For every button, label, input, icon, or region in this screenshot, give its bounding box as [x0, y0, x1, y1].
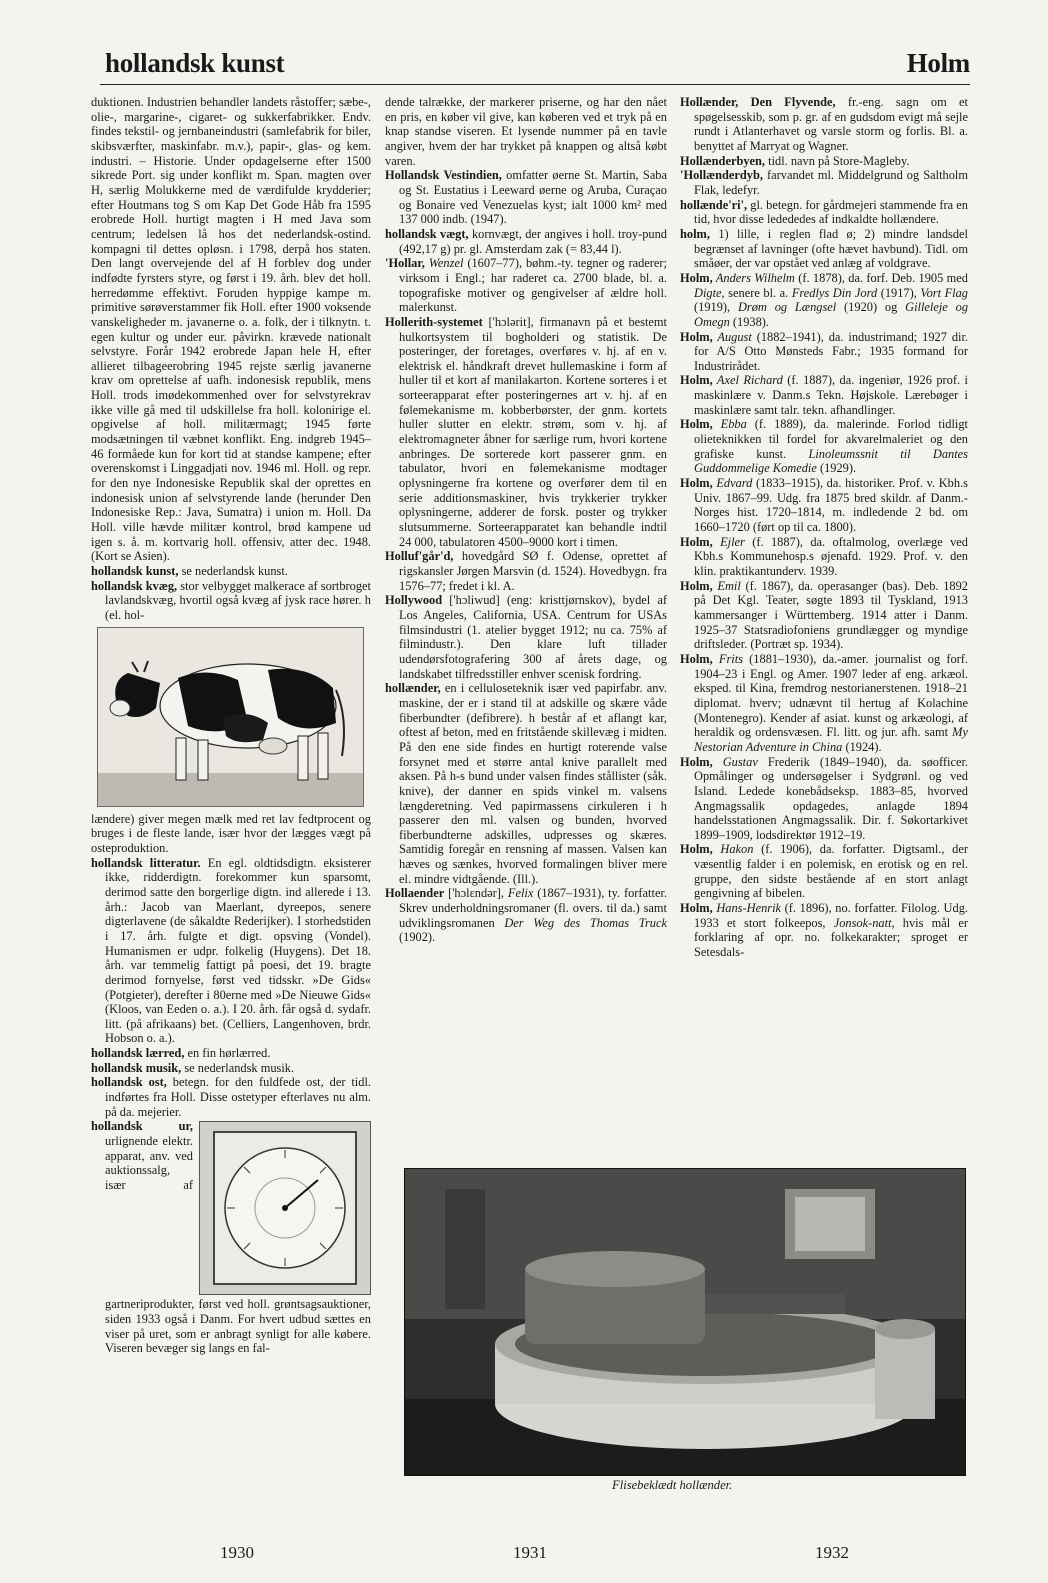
entry-hollaender-felix	[385, 886, 667, 945]
entry-hollandsk-kvaeg	[91, 579, 371, 623]
column-3	[680, 95, 968, 1170]
entry-italic: Hans-Henrik	[712, 901, 782, 916]
headword: Hollaender	[385, 886, 445, 901]
hollander-photo	[404, 1168, 966, 1476]
cow-illustration	[97, 627, 364, 807]
headword: hollandsk musik,	[91, 1060, 182, 1075]
entry-text: (1902).	[399, 930, 436, 945]
entry-text: (f. 1906), da. forfatter. Digtsaml., der væsentlig falder i en polemisk, en erotisk og en rel. gruppe, den sidste bestående af en stort anlagt gengivning af bibelen.	[694, 842, 968, 901]
entry-text: (1938).	[729, 314, 770, 329]
headword: hollandsk kvæg,	[91, 578, 178, 593]
entry-text: Frederik (1849–1940), da. søofficer. Opmålinger og undersøgelser i Sydgrønl. og ved Island. Ledede konebådseksp. 1883–85, hvorved Angmagssalik opdagedes, anlagde 1894 handelsstationen Angmagssalik. Dir. f. Søkortarkivet 1899–1909, lodsdirektør 1912–19.	[694, 754, 968, 842]
entry-italic: Jonsok-natt	[833, 915, 892, 930]
entry-text: (1867–1931), ty. forfatter. Skrev underholdningsromaner (fl. overs. til da.) samt udviklingsromanen	[399, 886, 667, 930]
column-1	[91, 95, 371, 1535]
headword: Hollænderbyen,	[680, 153, 766, 168]
entry-text: (1882–1941), da. industrimand; 1927 dir. for A/S Otto Mønsteds Fabr.; 1935 formand for Industrirådet.	[694, 329, 968, 373]
headword: Holm,	[680, 270, 713, 285]
entry-holm-frits	[680, 652, 968, 755]
entry-continuation: duktionen. Industrien behandler landets råstoffer; sæbe-, olie-, margarine-, cigaret- og sukkerfabrikker. Endv. findes tekstil- og jernbaneindustri (samlefabrik for biler, skibsværfter, maskinfabr. m.v.), papir-, glas- og kem. industri. – Historie. Under opdagelserne efter 1500 sikrede Port. sig under konflikt m. Span. magten over H, særlig Molukkerne med de værdifulde krydderier; efter Houtmans tog S om Kap Det Gode Håb fra 1595 erobrede Holl. hurtigt magten i H med Java som centrum; ledelsen lå hos det nederlandsk-ostind. kompagni til dettes opløsn. i 1798, derpå hos staten. Den langt overvejende del af H forblev dog under indfødte fyrsters styre, og først i 19. årh. blev det holl. herredømme effektivt. Foruden hyppige kampe m. primitive sørøverstammer fik Holl. efter 1900 voksende vanskeligheder m. javanerne o. a. folk, der i tilknytn. t. egen kultur og under eur. påvirkn. krævede nationalt selvstyre. Forår 1942 erobrede Japan hele H, efter allieret tilbageerobring 1945 rejste særlig javanerne krav om oprettelse af uafh. indonesisk republik, mens Holl. trods imødekommenhed over for selvstyrekrav ikke ville gå med til udskillelse fra holl. kolonirige el. opgivelse af holl. militærmagt; 1945 førte modsætningen til væbnet konflikt. Eng. indgreb 1945–46 formåede kun for kort tid at standse kampene; efter overenskomst i Linggadjati nov. 1946 ml. Holl. og repr. for den nye Indonesiske Republik skal der oprettes en indonesisk union af selvstyrende lande (herunder Den Indonesiske Rep.: Java, Sumatra) i union m. Holl. Da Holl. ville hævde militær kontrol, brød kampene ud igen s. å. m. kortvarig holl. offensiv, atter dec. 1948. (Kort se Asien).	[91, 95, 371, 564]
headword: Holm,	[680, 373, 713, 388]
entry-italic: Anders Wilhelm	[712, 270, 795, 285]
entry-italic: Gilleleje og Omegn	[694, 300, 968, 329]
headword: hollænder,	[385, 681, 441, 696]
entry-hollaender	[385, 681, 667, 886]
entry-hollandsk-kunst	[91, 564, 371, 579]
entry-italic: Emil	[712, 578, 741, 593]
headword: hollandsk ur,	[91, 1119, 193, 1134]
entry-text: 1) lille, i reglen flad ø; 2) mindre landsdel begrænset af lavninger (ofte hævet havbund). Tidl. om småøer, der var opstået ved anlæg af voldgrave.	[694, 226, 968, 271]
entry-text: (f. 1867), da. operasanger (bas). Deb. 1892 på Det Kgl. Teater, søgte 1893 til Tyskland, 1913 kammersanger i Württemberg. 1914 atter i Danm. 1925–37 Statsradiofoniens grundlægger og myndige driftsleder. (Portræt sp. 1934).	[694, 578, 968, 652]
entry-holm-gustav	[680, 755, 968, 843]
entry-continuation: dende talrække, der markerer priserne, og har den nået en pris, en køber vil give, kan køberen ved et tryk på en knap standse viseren. Et lysende nummer på en tavle angiver, hvem der har trykket på knappen og altså købt varen.	[385, 95, 667, 168]
entry-italic: Edvard	[712, 476, 753, 491]
entry-hollar	[385, 256, 667, 315]
entry-italic: My Nestorian Adventure in China	[694, 725, 968, 754]
headword: holm,	[680, 226, 710, 241]
entry-text: se nederlandsk kunst.	[178, 564, 288, 578]
entry-italic: Gustav	[712, 754, 758, 769]
entry-text: (f. 1896), no. forfatter. Filolog. Udg. 1933 et stort folkeepos,	[694, 901, 968, 930]
headword: Holm,	[680, 417, 713, 432]
entry-hollandsk-litteratur	[91, 856, 371, 1047]
clock-illustration	[199, 1121, 371, 1295]
entry-text: (1881–1930), da.-amer. journalist og forf. 1904–23 i Engl. og Amer. 1907 leder af eng. arkæol. eksped. til Kina, fremdrog nestorianerstenen. 1918–21 diplomat. hverv; udnævnt til hertug af Kolachine (Montenegro). Kender af asiat. kunst og arkæologi, af heraldik og ordensvæsen. Fl. litt. og jur. afh. samt	[694, 651, 968, 740]
headword: Holluf'går'd,	[385, 549, 454, 564]
entry-text: tidl. navn på Store-Magleby.	[765, 153, 910, 168]
entry-holm-hakon	[680, 842, 968, 901]
headword: Holm,	[680, 651, 713, 666]
entry-hollandsk-ost	[91, 1075, 371, 1119]
entry-holm-emil	[680, 579, 968, 652]
entry-text: kornvægt, der angives i holl. troy-pund (492,17 g) pr. gl. Amsterdam zak (= 83,44 l).	[399, 226, 667, 256]
headword: Holm,	[680, 578, 713, 593]
headword: hollandsk kunst,	[91, 564, 179, 578]
entry-text: ['hɔliwud] (eng: kristtjørnskov), bydel af Los Angeles, California, USA. Centrum for USAs filmsindustri (1. atelier bygget 1912; nu ca. 75% af filmindustr.). Den klare luft tillader udendørsfotografering 300 af årets dage, og landskabet tilfredsstiller enhver scenisk fordring.	[399, 593, 667, 681]
column-2	[385, 95, 667, 1170]
auction-clock-icon	[200, 1122, 370, 1294]
entry-text: (f. 1878), da. forf. Deb. 1905 med	[794, 270, 968, 285]
entry-text: , hvis mål er forklaring af opr. no. folkekarakter; sproget er Setesdals-	[694, 915, 968, 960]
entry-text: (1919),	[694, 300, 738, 315]
entry-hollandsk-vestindien	[385, 168, 667, 227]
entry-text: ['hɔlərit], firmanavn på et bestemt hulkortsystem til bogholderi og statistik. De posteringer, der foretages, overføres v. hj. af en v. elektrisk el. håndkraft drevet hullemaskine i form af huller til et kort af manilakarton. Kortene sorteres i et sorteerapparat efter posteringernes art v. hj. af en følemekanisme m. kobberbørster, der gnm. kortets huller slutter en elektr. strøm, som v. hj. af elektromagneter åbner for særlige rum, hvori kortene anbringes. De sorterede kort passerer gnm. en tabulator, hvori en følemekanisme modtager oplysningerne fra kortene og overfører dem til en serie additionsmaskiner, hvis trykkerier trykker oplysningerne, adderer de forsk. poster og trykker slutsummerne. Sorteerapparatet kan behandle indtil 24 000, tabulatoren 4500–9000 kort i timen.	[399, 314, 667, 549]
entry-italic: Vort Flag	[920, 285, 968, 300]
entry-italic: Axel Richard	[712, 373, 783, 388]
headword: hollandsk litteratur.	[91, 855, 201, 870]
entry-italic: Linoleumssnit til Dantes Guddommelige Komedie	[694, 446, 968, 476]
headword: Hollywood	[385, 593, 443, 608]
entry-text: (1833–1915), da. historiker. Prof. v. Kbh.s Univ. 1867–99. Udg. fra 1875 bred skildr. af Danm.-Norges hist. 1720–1814, m. indledende 2 bd. om 1660–1720 (ført op til ca. 1800).	[694, 476, 968, 535]
entry-holm-anders	[680, 271, 968, 330]
headword: Holm,	[680, 901, 713, 916]
headword: Holm,	[680, 754, 713, 769]
entry-text: ['hɔlɛndər],	[444, 886, 505, 901]
entry-italic: Wenzel	[424, 256, 464, 271]
entry-italic: August	[712, 329, 752, 344]
entry-italic: Der Weg des Thomas Truck	[504, 915, 667, 930]
headword: Holm,	[680, 476, 713, 491]
headword: Hollandsk Vestindien,	[385, 168, 502, 183]
entry-italic: Drøm og Længsel	[737, 300, 837, 315]
entry-text: en i celluloseteknik især ved papirfabr. anv. maskine, der er i stand til at adskille og skære våde fiberbundter (defibrere). h består af et aflangt kar, oftest af beton, med en fritstående skillevæg i midten. På den ene side findes en hurtigt roterende valse forsynet med et større antal knive parallelt med aksen. På h-s bund under valsen findes stållister (såk. knive), der danner en spids vinkel m. valsens længderetning. Ved papirmassens cirkuleren i h passerer den ml. valsen og bunden, hvorved fiberbundterne adskilles, udpresses og skæres. Samtidig foregår en rensning af massen. Valsen kan hæves og sænkes, hvorved formalingen bliver mere el. mindre vidtgående. (Ill.).	[399, 681, 667, 886]
entry-holm-axel	[680, 373, 968, 417]
entry-text: (1924).	[842, 739, 882, 754]
entry-text: en fin hørlærred.	[184, 1046, 271, 1061]
running-head-right: Holm	[906, 48, 970, 78]
entry-text: betegn. for den fuldfede ost, der tidl. indførtes fra Holl. Disse ostetyper efterlaves nu alm. på da. mejerier.	[105, 1075, 371, 1119]
entry-holm-edvard	[680, 476, 968, 535]
entry-text: fr.-eng. sagn om et spøgelsesskib, som p. gr. af en gudsdom evigt må sejle rundt i Atlanterhavet og varsle storm og forlis. Bl. a. benyttet af Marryat og Wagner.	[694, 95, 968, 153]
entry-hollaenderbyen	[680, 154, 968, 169]
cow-icon	[98, 628, 363, 806]
entry-italic: Digte	[694, 285, 722, 300]
entry-hollandsk-laerred	[91, 1046, 371, 1061]
entry-text: (1917),	[877, 285, 921, 300]
headword: Holm,	[680, 329, 713, 344]
entry-text: (f. 1887), da. ingeniør, 1926 prof. i maskinlære v. Danm.s Tekn. Højskole. Lærebøger i maskinlære samt talr. tekn. afhandlinger.	[694, 373, 968, 417]
entry-flyvende-hollaender	[680, 95, 968, 154]
entry-text: (f. 1889), da. malerinde. Forlod tidligt olieteknikken til fordel for akvarelmaleriet og den grafiske kunst.	[694, 417, 968, 461]
headword: hollandsk lærred,	[91, 1046, 185, 1061]
headword: 'Hollar,	[385, 256, 425, 271]
entry-hollaenderi	[680, 198, 968, 227]
entry-hollandsk-musik	[91, 1061, 371, 1076]
entry-text: lændere) giver megen mælk med ret lav fedtprocent og bruges i de fleste lande, især hvor der lægges vægt på osteproduktion.	[91, 811, 371, 855]
entry-text: hovedgård SØ f. Odense, oprettet af rigskansler Jørgen Marsvin (d. 1524). Hovedbygn. fra 1576–77; fredet i kl. A.	[399, 549, 667, 593]
page-number-right: 1932	[815, 1543, 849, 1562]
entry-text: farvandet ml. Middelgrund og Saltholm Flak, ledefyr.	[694, 168, 968, 197]
headword: hollandsk ost,	[91, 1075, 167, 1090]
entry-holm	[680, 227, 968, 271]
entry-text: urlignende elektr. apparat, anv. ved auktionssalg, især af gartneriprodukter, først ved holl. grøntsagsauktioner, siden 1933 også i Danm. For hvert udbud sættes en viser på uret, som er anbragt synligt for alle købere. Viseren bevæger sig langs en fal-	[105, 1134, 371, 1356]
headword: Holm,	[680, 534, 713, 549]
entry-text: En egl. oldtidsdigtn. eksisterer ikke, ridderdigtn. forekommer kun sparsomt, derimod satte den borgerlige digtn. ind allerede i 13. årh.: Jacob van Maerlant, dyreepos, senere digterlavene (de såkaldte Rederijker). I storhedstiden i 17. årh. fulgte et digt. opsving (Vondel). Humanismen er udpr. folkelig (Huygens). Det 18. årh. var temmelig fattigt på poesi, det 19. bragte derimod fornyelse, først ved tidsskr. »De Gids« (Potgieter), derefter i 80erne med »De Nieuwe Gids« (Kloos, van Eeden o. a.). I 20. årh. får også d. sydafr. litt. (på afrikaans) bet. (Celliers, Langenhoven, brdr. Hobson o. a.).	[105, 855, 371, 1046]
headword: Hollerith-systemet	[385, 314, 483, 329]
entry-text: stor velbygget malkerace af sortbroget lavlandskvæg, hvortil også kvæg af jysk race hører. h (el. hol-	[105, 578, 371, 622]
entry-italic: Fredlys Din Jord	[791, 285, 878, 300]
entry-hollaenderdyb	[680, 168, 968, 197]
entry-text: (1607–77), bøhm.-ty. tegner og raderer; virksom i Engl.; har raderet ca. 2700 blade, bl. a. topografiske motiver og gengivelser af ældre holl. malerkunst.	[399, 256, 667, 315]
entry-text: omfatter øerne St. Martin, Saba og St. Eustatius i Leeward øerne og Aruba, Curaçao og Bonaire ved Venezuelas kyst; ialt 1000 km² med 137 000 indb. (1947).	[399, 168, 667, 227]
headword: hollænde'ri',	[680, 197, 748, 212]
photo-caption: Flisebeklædt hollænder.	[612, 1478, 733, 1492]
entry-text: (1920) og	[836, 300, 906, 315]
entry-hollerith	[385, 315, 667, 550]
entry-text: (f. 1887), da. oftalmolog, overlæge ved Kbh.s Kommunehosp.s øjenafd. 1929. Prof. v. den klin. praktikantunderv. 1939.	[694, 534, 968, 578]
entry-text: (1929).	[816, 461, 857, 476]
headword: hollandsk vægt,	[385, 226, 469, 241]
page-number-middle: 1931	[513, 1543, 547, 1562]
entry-text: , senere bl. a.	[721, 285, 792, 300]
entry-holm-hans-henrik	[680, 901, 968, 960]
entry-italic: Felix	[504, 886, 534, 901]
entry-italic: Frits	[712, 651, 743, 666]
entry-hollywood	[385, 593, 667, 681]
running-head-left: hollandsk kunst	[105, 48, 285, 78]
entry-hollandsk-vaegt	[385, 227, 667, 256]
entry-text: gl. betegn. for gårdmejeri stammende fra en tid, hvor disse ledededes af indkaldte hollændere.	[694, 197, 968, 227]
hollander-machine-icon	[405, 1169, 965, 1475]
entry-hollufgaard	[385, 549, 667, 593]
entry-italic: Ebba	[712, 417, 747, 432]
page-number-left: 1930	[220, 1543, 254, 1562]
entry-italic: Ejler	[712, 534, 745, 549]
headword: Holm,	[680, 842, 713, 857]
headword: 'Hollænderdyb,	[680, 168, 763, 183]
entry-italic: Hakon	[712, 842, 754, 857]
headword: Hollænder, Den Flyvende,	[680, 95, 836, 109]
entry-holm-august	[680, 330, 968, 374]
header-rule	[100, 84, 970, 85]
entry-holm-ebba	[680, 417, 968, 476]
entry-text: se nederlandsk musik.	[181, 1060, 295, 1075]
entry-holm-ejler	[680, 535, 968, 579]
